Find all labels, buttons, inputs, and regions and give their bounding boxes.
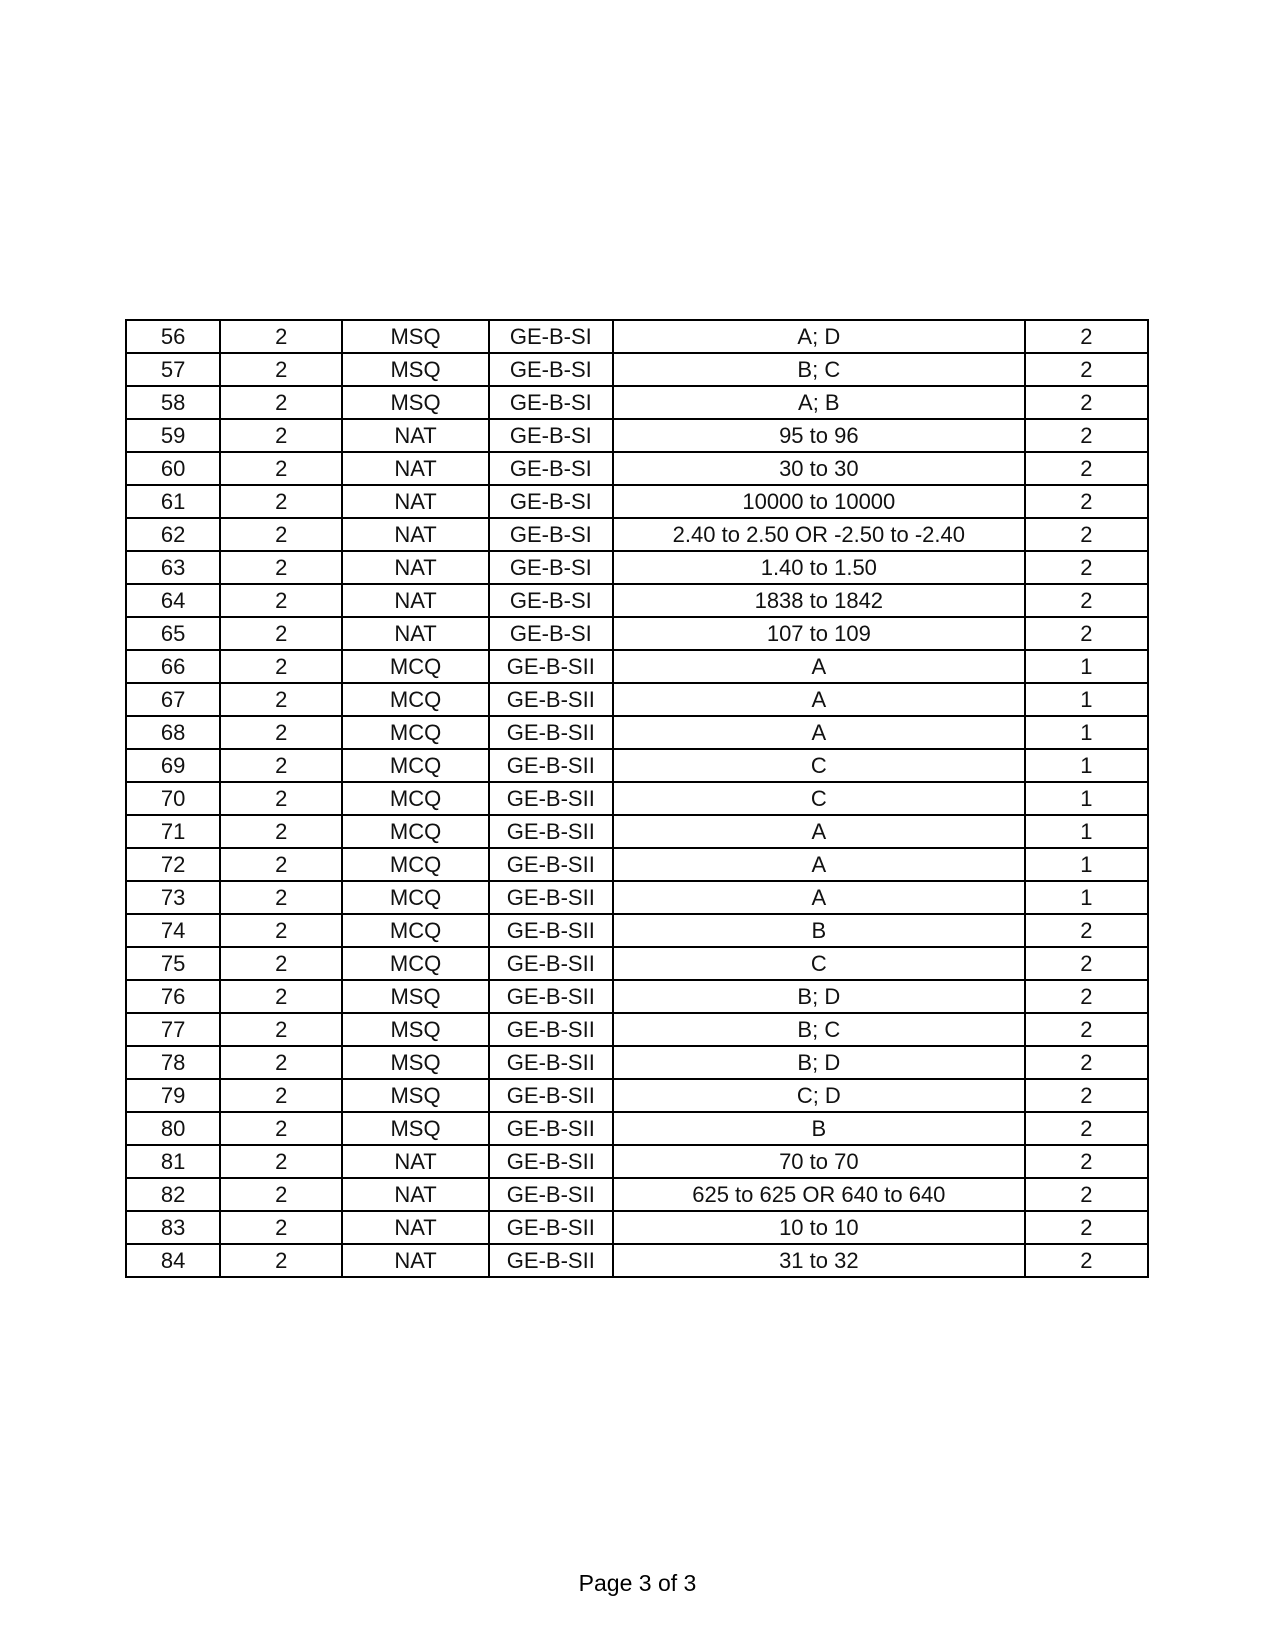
- question-number-cell: 66: [126, 650, 220, 683]
- table-row: [126, 485, 1148, 518]
- answer-key-cell: 70 to 70: [613, 1145, 1025, 1178]
- session-cell: 2: [220, 749, 342, 782]
- section-cell: GE-B-SI: [489, 551, 613, 584]
- question-type-cell: NAT: [342, 485, 488, 518]
- question-type-cell: NAT: [342, 1178, 488, 1211]
- question-number-cell: 76: [126, 980, 220, 1013]
- session-cell: 2: [220, 815, 342, 848]
- question-number-cell: 67: [126, 683, 220, 716]
- session-cell: 2: [220, 584, 342, 617]
- question-number-cell: 82: [126, 1178, 220, 1211]
- table-row: [126, 650, 1148, 683]
- answer-key-cell: 30 to 30: [613, 452, 1025, 485]
- marks-cell: 1: [1025, 749, 1148, 782]
- answer-key-table: [125, 319, 1149, 1278]
- page-number: Page 3 of 3: [578, 1570, 697, 1596]
- answer-key-cell: B: [613, 1112, 1025, 1145]
- answer-key-cell: A: [613, 881, 1025, 914]
- question-number-cell: 77: [126, 1013, 220, 1046]
- section-cell: GE-B-SII: [489, 1178, 613, 1211]
- session-cell: 2: [220, 848, 342, 881]
- session-cell: 2: [220, 485, 342, 518]
- marks-cell: 1: [1025, 650, 1148, 683]
- marks-cell: 2: [1025, 1013, 1148, 1046]
- session-cell: 2: [220, 881, 342, 914]
- marks-cell: 2: [1025, 1211, 1148, 1244]
- section-cell: GE-B-SI: [489, 518, 613, 551]
- session-cell: 2: [220, 914, 342, 947]
- question-number-cell: 73: [126, 881, 220, 914]
- table-row: [126, 1211, 1148, 1244]
- section-cell: GE-B-SII: [489, 716, 613, 749]
- table-row: [126, 1145, 1148, 1178]
- table-row: [126, 518, 1148, 551]
- marks-cell: 2: [1025, 1079, 1148, 1112]
- answer-key-cell: B; C: [613, 353, 1025, 386]
- question-type-cell: MCQ: [342, 947, 488, 980]
- table-row: [126, 914, 1148, 947]
- question-number-cell: 78: [126, 1046, 220, 1079]
- section-cell: GE-B-SII: [489, 749, 613, 782]
- session-cell: 2: [220, 320, 342, 353]
- question-type-cell: MCQ: [342, 815, 488, 848]
- question-type-cell: MCQ: [342, 848, 488, 881]
- question-number-cell: 83: [126, 1211, 220, 1244]
- question-number-cell: 58: [126, 386, 220, 419]
- session-cell: 2: [220, 1244, 342, 1277]
- answer-key-cell: A: [613, 716, 1025, 749]
- question-type-cell: MCQ: [342, 782, 488, 815]
- section-cell: GE-B-SII: [489, 1013, 613, 1046]
- question-type-cell: NAT: [342, 452, 488, 485]
- table-row: [126, 386, 1148, 419]
- session-cell: 2: [220, 1013, 342, 1046]
- answer-key-cell: A: [613, 815, 1025, 848]
- question-type-cell: MSQ: [342, 1079, 488, 1112]
- question-type-cell: NAT: [342, 419, 488, 452]
- table-row: [126, 320, 1148, 353]
- answer-key-cell: C: [613, 782, 1025, 815]
- marks-cell: 2: [1025, 1244, 1148, 1277]
- section-cell: GE-B-SI: [489, 419, 613, 452]
- section-cell: GE-B-SI: [489, 386, 613, 419]
- marks-cell: 1: [1025, 881, 1148, 914]
- session-cell: 2: [220, 947, 342, 980]
- question-type-cell: MCQ: [342, 683, 488, 716]
- answer-key-cell: B: [613, 914, 1025, 947]
- table-row: [126, 419, 1148, 452]
- answer-key-table-body: [126, 320, 1148, 1277]
- section-cell: GE-B-SII: [489, 1112, 613, 1145]
- session-cell: 2: [220, 386, 342, 419]
- section-cell: GE-B-SI: [489, 452, 613, 485]
- section-cell: GE-B-SI: [489, 353, 613, 386]
- question-type-cell: NAT: [342, 518, 488, 551]
- section-cell: GE-B-SII: [489, 980, 613, 1013]
- section-cell: GE-B-SII: [489, 1211, 613, 1244]
- table-row: [126, 947, 1148, 980]
- table-row: [126, 749, 1148, 782]
- question-number-cell: 81: [126, 1145, 220, 1178]
- answer-key-cell: 625 to 625 OR 640 to 640: [613, 1178, 1025, 1211]
- question-number-cell: 59: [126, 419, 220, 452]
- table-row: [126, 551, 1148, 584]
- section-cell: GE-B-SII: [489, 1079, 613, 1112]
- answer-key-cell: B; D: [613, 1046, 1025, 1079]
- table-row: [126, 683, 1148, 716]
- question-number-cell: 72: [126, 848, 220, 881]
- marks-cell: 2: [1025, 1178, 1148, 1211]
- answer-key-cell: 1838 to 1842: [613, 584, 1025, 617]
- marks-cell: 2: [1025, 386, 1148, 419]
- table-row: [126, 815, 1148, 848]
- section-cell: GE-B-SI: [489, 485, 613, 518]
- table-row: [126, 1013, 1148, 1046]
- answer-key-cell: A: [613, 848, 1025, 881]
- session-cell: 2: [220, 518, 342, 551]
- session-cell: 2: [220, 782, 342, 815]
- section-cell: GE-B-SII: [489, 947, 613, 980]
- question-number-cell: 60: [126, 452, 220, 485]
- marks-cell: 2: [1025, 518, 1148, 551]
- question-type-cell: MCQ: [342, 749, 488, 782]
- question-type-cell: MCQ: [342, 650, 488, 683]
- session-cell: 2: [220, 980, 342, 1013]
- question-number-cell: 61: [126, 485, 220, 518]
- section-cell: GE-B-SII: [489, 1244, 613, 1277]
- section-cell: GE-B-SII: [489, 650, 613, 683]
- question-number-cell: 68: [126, 716, 220, 749]
- question-type-cell: MCQ: [342, 881, 488, 914]
- table-row: [126, 782, 1148, 815]
- marks-cell: 1: [1025, 848, 1148, 881]
- section-cell: GE-B-SII: [489, 881, 613, 914]
- answer-key-cell: 2.40 to 2.50 OR -2.50 to -2.40: [613, 518, 1025, 551]
- table-row: [126, 1079, 1148, 1112]
- marks-cell: 2: [1025, 1112, 1148, 1145]
- marks-cell: 1: [1025, 716, 1148, 749]
- question-number-cell: 79: [126, 1079, 220, 1112]
- answer-key-cell: 10 to 10: [613, 1211, 1025, 1244]
- table-row: [126, 881, 1148, 914]
- answer-key-cell: 1.40 to 1.50: [613, 551, 1025, 584]
- question-type-cell: NAT: [342, 1244, 488, 1277]
- session-cell: 2: [220, 551, 342, 584]
- marks-cell: 2: [1025, 320, 1148, 353]
- marks-cell: 1: [1025, 683, 1148, 716]
- answer-key-cell: A; D: [613, 320, 1025, 353]
- question-number-cell: 63: [126, 551, 220, 584]
- table-row: [126, 617, 1148, 650]
- table-row: [126, 1112, 1148, 1145]
- question-type-cell: MSQ: [342, 1046, 488, 1079]
- section-cell: GE-B-SII: [489, 815, 613, 848]
- table-row: [126, 452, 1148, 485]
- marks-cell: 2: [1025, 1145, 1148, 1178]
- table-row: [126, 584, 1148, 617]
- question-number-cell: 56: [126, 320, 220, 353]
- answer-key-cell: A: [613, 683, 1025, 716]
- question-number-cell: 69: [126, 749, 220, 782]
- question-type-cell: NAT: [342, 1145, 488, 1178]
- section-cell: GE-B-SII: [489, 683, 613, 716]
- question-number-cell: 57: [126, 353, 220, 386]
- question-type-cell: MSQ: [342, 1013, 488, 1046]
- answer-key-cell: B; D: [613, 980, 1025, 1013]
- question-number-cell: 64: [126, 584, 220, 617]
- session-cell: 2: [220, 617, 342, 650]
- section-cell: GE-B-SII: [489, 914, 613, 947]
- section-cell: GE-B-SII: [489, 1145, 613, 1178]
- session-cell: 2: [220, 353, 342, 386]
- section-cell: GE-B-SI: [489, 617, 613, 650]
- question-type-cell: NAT: [342, 584, 488, 617]
- marks-cell: 2: [1025, 551, 1148, 584]
- answer-key-cell: 31 to 32: [613, 1244, 1025, 1277]
- marks-cell: 2: [1025, 947, 1148, 980]
- question-number-cell: 62: [126, 518, 220, 551]
- marks-cell: 2: [1025, 353, 1148, 386]
- marks-cell: 2: [1025, 914, 1148, 947]
- marks-cell: 1: [1025, 782, 1148, 815]
- section-cell: GE-B-SII: [489, 848, 613, 881]
- question-number-cell: 84: [126, 1244, 220, 1277]
- session-cell: 2: [220, 1079, 342, 1112]
- question-type-cell: MSQ: [342, 1112, 488, 1145]
- session-cell: 2: [220, 419, 342, 452]
- section-cell: GE-B-SI: [489, 320, 613, 353]
- table-row: [126, 980, 1148, 1013]
- marks-cell: 2: [1025, 980, 1148, 1013]
- question-type-cell: MCQ: [342, 716, 488, 749]
- question-number-cell: 71: [126, 815, 220, 848]
- section-cell: GE-B-SII: [489, 782, 613, 815]
- session-cell: 2: [220, 1211, 342, 1244]
- question-type-cell: NAT: [342, 551, 488, 584]
- section-cell: GE-B-SI: [489, 584, 613, 617]
- question-type-cell: MSQ: [342, 980, 488, 1013]
- session-cell: 2: [220, 1145, 342, 1178]
- question-type-cell: MCQ: [342, 914, 488, 947]
- session-cell: 2: [220, 650, 342, 683]
- answer-key-cell: B; C: [613, 1013, 1025, 1046]
- session-cell: 2: [220, 1046, 342, 1079]
- session-cell: 2: [220, 452, 342, 485]
- question-number-cell: 74: [126, 914, 220, 947]
- question-number-cell: 65: [126, 617, 220, 650]
- table-row: [126, 1244, 1148, 1277]
- table-row: [126, 848, 1148, 881]
- answer-key-cell: C; D: [613, 1079, 1025, 1112]
- question-number-cell: 70: [126, 782, 220, 815]
- answer-key-cell: 95 to 96: [613, 419, 1025, 452]
- section-cell: GE-B-SII: [489, 1046, 613, 1079]
- answer-key-cell: 107 to 109: [613, 617, 1025, 650]
- session-cell: 2: [220, 1112, 342, 1145]
- answer-key-cell: 10000 to 10000: [613, 485, 1025, 518]
- answer-key-cell: C: [613, 947, 1025, 980]
- marks-cell: 1: [1025, 815, 1148, 848]
- table-row: [126, 353, 1148, 386]
- question-type-cell: MSQ: [342, 320, 488, 353]
- question-type-cell: NAT: [342, 1211, 488, 1244]
- marks-cell: 2: [1025, 419, 1148, 452]
- marks-cell: 2: [1025, 584, 1148, 617]
- session-cell: 2: [220, 683, 342, 716]
- table-row: [126, 716, 1148, 749]
- answer-key-cell: C: [613, 749, 1025, 782]
- question-type-cell: NAT: [342, 617, 488, 650]
- session-cell: 2: [220, 1178, 342, 1211]
- question-number-cell: 80: [126, 1112, 220, 1145]
- session-cell: 2: [220, 716, 342, 749]
- question-type-cell: MSQ: [342, 353, 488, 386]
- marks-cell: 2: [1025, 617, 1148, 650]
- question-number-cell: 75: [126, 947, 220, 980]
- marks-cell: 2: [1025, 485, 1148, 518]
- table-row: [126, 1046, 1148, 1079]
- question-type-cell: MSQ: [342, 386, 488, 419]
- table-row: [126, 1178, 1148, 1211]
- marks-cell: 2: [1025, 452, 1148, 485]
- marks-cell: 2: [1025, 1046, 1148, 1079]
- answer-key-cell: A: [613, 650, 1025, 683]
- answer-key-cell: A; B: [613, 386, 1025, 419]
